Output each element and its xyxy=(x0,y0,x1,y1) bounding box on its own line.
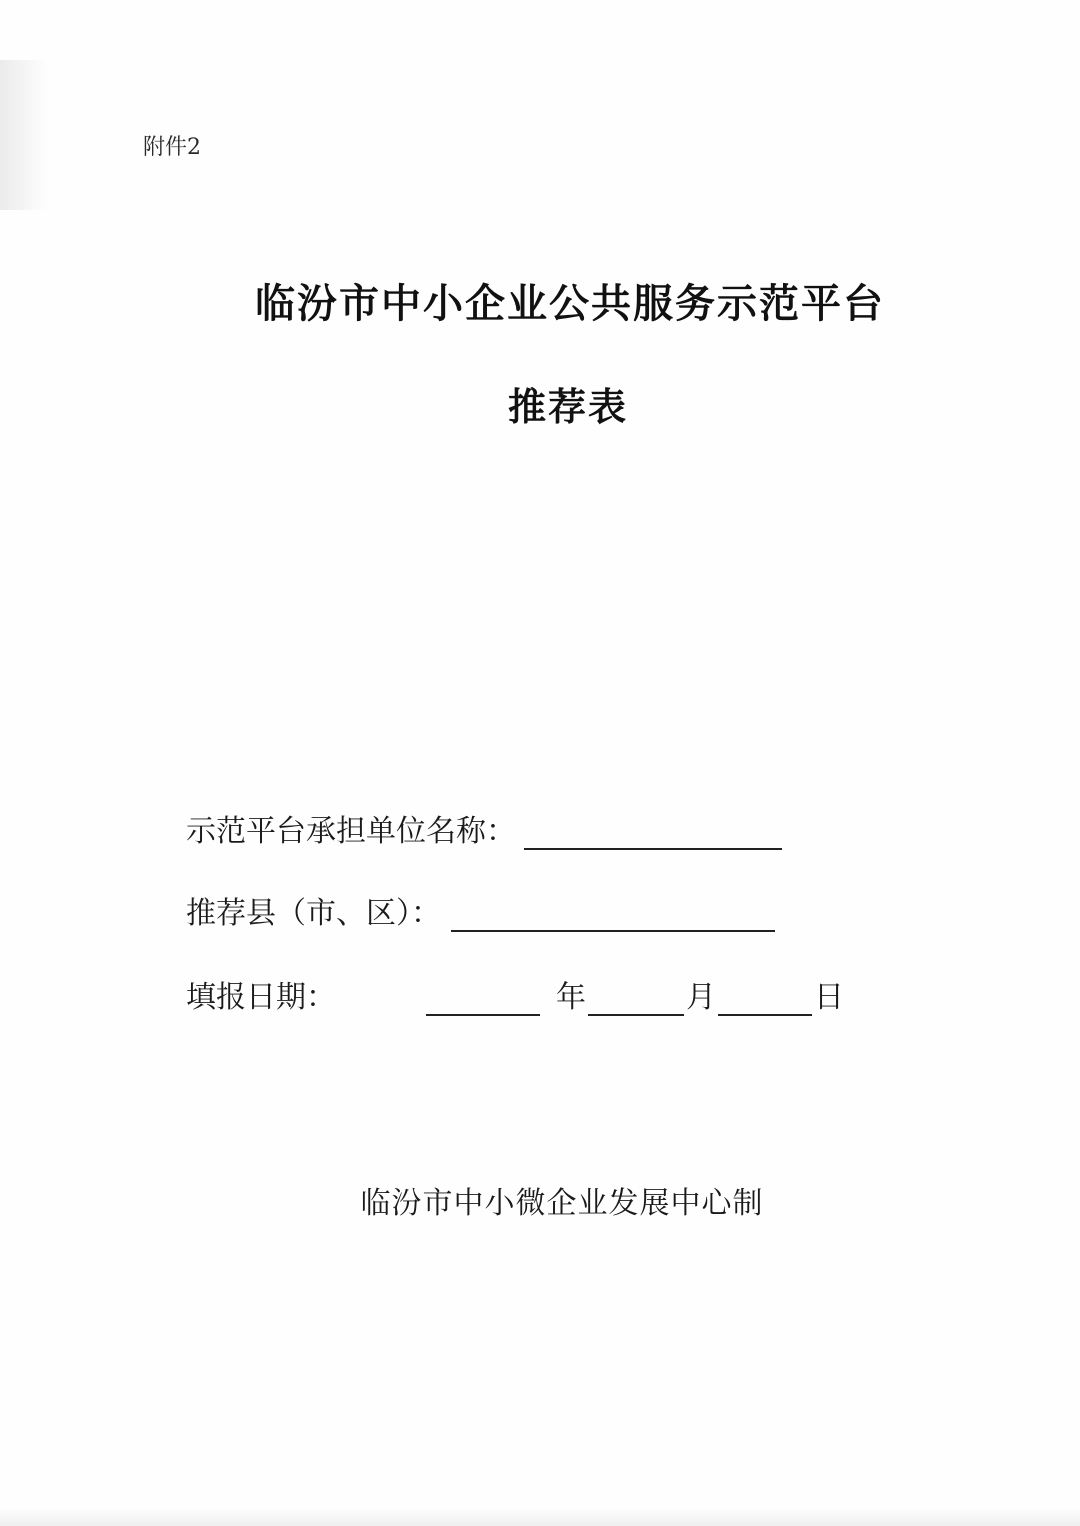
year-blank[interactable] xyxy=(426,984,540,1016)
unit-name-row xyxy=(186,806,782,850)
day-unit: 日 xyxy=(814,980,844,1015)
county-label: 推荐县（市、区）： xyxy=(186,896,441,931)
unit-name-blank[interactable] xyxy=(524,818,782,850)
county-row xyxy=(186,888,775,932)
document-subtitle: 推荐表 xyxy=(507,385,628,429)
county-blank[interactable] xyxy=(451,900,775,932)
month-blank[interactable] xyxy=(588,984,684,1016)
issuer-footer: 临汾市中小微企业发展中心制 xyxy=(360,1186,764,1221)
scan-shadow xyxy=(0,60,48,210)
date-row xyxy=(186,972,844,1016)
attachment-label: 附件2 xyxy=(143,135,201,160)
scan-bottom-edge xyxy=(0,1508,1080,1526)
document-title: 临汾市中小企业公共服务示范平台 xyxy=(255,281,885,327)
day-blank[interactable] xyxy=(718,984,812,1016)
month-unit: 月 xyxy=(686,980,716,1015)
unit-name-label: 示范平台承担单位名称： xyxy=(186,814,516,849)
date-label: 填报日期： xyxy=(186,980,336,1015)
year-unit: 年 xyxy=(556,980,586,1015)
